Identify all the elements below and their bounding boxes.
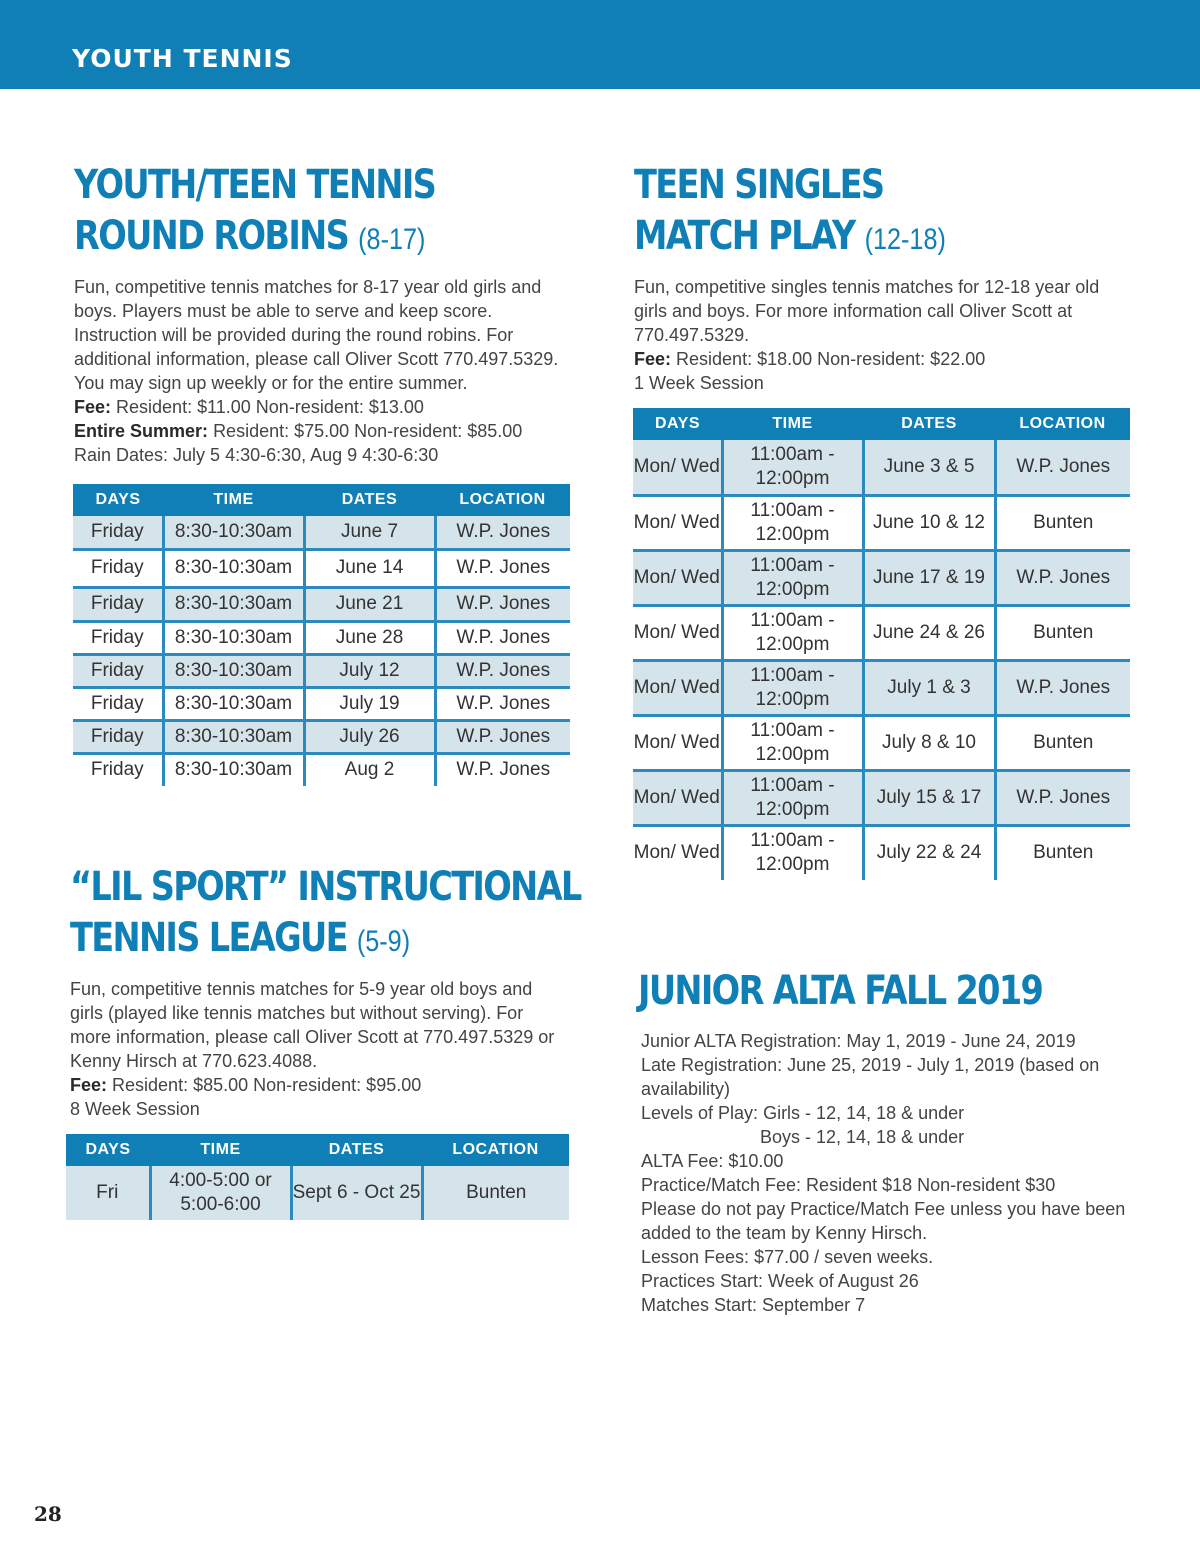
cell-location: W.P. Jones bbox=[995, 440, 1130, 495]
cell-location: W.P. Jones bbox=[435, 621, 570, 654]
page-banner bbox=[0, 0, 1200, 89]
table-row bbox=[633, 440, 1130, 495]
cell-location: W.P. Jones bbox=[435, 720, 570, 753]
match-play-title: TEEN SINGLES MATCH PLAY (12-18) bbox=[634, 162, 946, 259]
table-row bbox=[633, 495, 1130, 550]
cell-dates: July 19 bbox=[304, 687, 435, 720]
match-play-description: Fun, competitive singles tennis matches for 12-18 year old girls and boys. For more information call Oliver Scott at 770.497.5329. Fee: Resident: $18.00 Non-resident: $22.00 1 Week Session bbox=[634, 277, 1100, 393]
table-row bbox=[633, 715, 1130, 770]
junior-alta-section bbox=[638, 966, 1138, 1317]
cell-dates: July 26 bbox=[304, 720, 435, 753]
cell-days: Mon/ Wed bbox=[633, 495, 722, 550]
round-robins-title: YOUTH/TEEN TENNIS ROUND ROBINS (8-17) bbox=[74, 162, 436, 259]
cell-time: 8:30-10:30am bbox=[163, 587, 304, 621]
cell-dates: Aug 2 bbox=[304, 753, 435, 786]
cell-dates: June 17 & 19 bbox=[863, 550, 995, 605]
cell-time: 8:30-10:30am bbox=[163, 549, 304, 587]
cell-days: Mon/ Wed bbox=[633, 842, 720, 864]
cell-location: Bunten bbox=[995, 825, 1130, 880]
cell-dates: July 8 & 10 bbox=[863, 715, 995, 770]
header-days: DAYS bbox=[633, 408, 722, 440]
junior-alta-details: Junior ALTA Registration: May 1, 2019 - June 24, 2019 Late Registration: June 25, 2019 - July 1, 2019 (based on availability) Levels of Play: Girls - 12, 14, 18 & under Boys - 12, 14, 18 & under ALTA Fee: $10.00 Practice/Match Fee: Resident $18 Non-resident $30 Please do not pay Practice/Match Fee unless you have been added to the team by Kenny Hirsch. Lesson Fees: $77.00 / seven weeks. Practices Start: Week of August 26 Matches Start: September 7 bbox=[641, 1031, 1126, 1315]
header-location: LOCATION bbox=[435, 484, 570, 516]
cell-location: W.P. Jones bbox=[995, 550, 1130, 605]
cell-location: W.P. Jones bbox=[435, 753, 570, 786]
table-header-row bbox=[73, 484, 570, 516]
cell-time: 11:00am - 12:00pm bbox=[722, 495, 863, 550]
lil-sport-section bbox=[70, 862, 581, 1121]
cell-days: Mon/ Wed bbox=[633, 550, 722, 605]
cell-location: Bunten bbox=[995, 605, 1130, 660]
match-play-section bbox=[634, 160, 1114, 395]
cell-time: 11:00am - 12:00pm bbox=[722, 770, 863, 825]
cell-time: 8:30-10:30am bbox=[163, 687, 304, 720]
header-days: DAYS bbox=[66, 1134, 150, 1166]
cell-location: Bunten bbox=[422, 1166, 569, 1220]
header-location: LOCATION bbox=[422, 1134, 569, 1166]
lil-sport-title: “LIL SPORT” INSTRUCTIONAL TENNIS LEAGUE (5-9) bbox=[70, 864, 581, 961]
cell-days: Mon/ Wed bbox=[633, 715, 722, 770]
cell-time: 11:00am - 12:00pm bbox=[722, 715, 863, 770]
cell-dates: July 1 & 3 bbox=[863, 660, 995, 715]
header-dates: DATES bbox=[863, 408, 995, 440]
cell-time: 8:30-10:30am bbox=[163, 753, 304, 786]
round-robins-description: Fun, competitive tennis matches for 8-17 year old girls and boys. Players must be able to serve and keep score. Instruction will be provided during the round robins. For additional information, please call Oliver Scott 770.497.5329. You may sign up weekly or for the entire summer. Fee: Resident: $11.00 Non-resident: $13.00 Entire Summer: Resident: $75.00 Non-resident: $85.00 Rain Dates: July 5 4:30-6:30, Aug 9 4:30-6:30 bbox=[74, 277, 559, 465]
cell-location: W.P. Jones bbox=[435, 587, 570, 621]
table-row bbox=[73, 621, 570, 654]
table-header-row bbox=[66, 1134, 569, 1166]
table-row bbox=[73, 687, 570, 720]
cell-dates: June 14 bbox=[304, 549, 435, 587]
cell-days: Mon/ Wed bbox=[633, 660, 722, 715]
cell-location: Bunten bbox=[995, 495, 1130, 550]
cell-dates: July 15 & 17 bbox=[863, 770, 995, 825]
cell-location: W.P. Jones bbox=[435, 687, 570, 720]
cell-location: W.P. Jones bbox=[435, 549, 570, 587]
cell-dates: July 12 bbox=[304, 654, 435, 687]
cell-time: 8:30-10:30am bbox=[163, 654, 304, 687]
table-row bbox=[66, 1166, 569, 1220]
page-number: 28 bbox=[34, 1502, 62, 1526]
match-play-schedule-table bbox=[633, 408, 1130, 880]
cell-days: Friday bbox=[73, 587, 163, 621]
header-location: LOCATION bbox=[995, 408, 1130, 440]
cell-time: 11:00am - 12:00pm bbox=[722, 550, 863, 605]
cell-dates: June 24 & 26 bbox=[863, 605, 995, 660]
cell-days: Friday bbox=[90, 759, 144, 781]
header-time: TIME bbox=[722, 408, 863, 440]
header-days: DAYS bbox=[73, 484, 163, 516]
table-row bbox=[73, 654, 570, 687]
cell-dates: June 10 & 12 bbox=[863, 495, 995, 550]
table-row bbox=[633, 660, 1130, 715]
cell-time: 4:00-5:00 or 5:00-6:00 bbox=[150, 1166, 291, 1220]
cell-days: Friday bbox=[73, 516, 163, 549]
table-row bbox=[73, 753, 570, 786]
header-time: TIME bbox=[150, 1134, 291, 1166]
cell-time: 11:00am - 12:00pm bbox=[722, 605, 863, 660]
cell-days: Friday bbox=[73, 687, 163, 720]
cell-time: 8:30-10:30am bbox=[163, 621, 304, 654]
lil-sport-description: Fun, competitive tennis matches for 5-9 year old boys and girls (played like tennis matches but without serving). For more information, please call Oliver Scott at 770.497.5329 or Kenny Hirsch at 770.623.4088. Fee: Resident: $85.00 Non-resident: $95.00 8 Week Session bbox=[70, 979, 555, 1119]
table-row bbox=[73, 516, 570, 549]
cell-location: W.P. Jones bbox=[435, 654, 570, 687]
header-dates: DATES bbox=[291, 1134, 422, 1166]
table-row bbox=[73, 720, 570, 753]
cell-dates: Sept 6 - Oct 25 bbox=[291, 1166, 422, 1220]
cell-location: Bunten bbox=[995, 715, 1130, 770]
cell-dates: June 3 & 5 bbox=[863, 440, 995, 495]
cell-location: W.P. Jones bbox=[435, 516, 570, 549]
cell-days: Friday bbox=[73, 549, 163, 587]
banner-title: YOUTH TENNIS bbox=[72, 44, 293, 73]
junior-alta-title: JUNIOR ALTA FALL 2019 bbox=[638, 968, 1043, 1014]
cell-dates: July 22 & 24 bbox=[863, 825, 995, 880]
lil-sport-schedule-table bbox=[66, 1134, 569, 1220]
cell-days: Mon/ Wed bbox=[633, 605, 722, 660]
table-row bbox=[633, 550, 1130, 605]
round-robins-schedule-table bbox=[73, 484, 570, 786]
cell-time: 8:30-10:30am bbox=[163, 516, 304, 549]
cell-days: Friday bbox=[73, 654, 163, 687]
cell-dates: June 21 bbox=[304, 587, 435, 621]
cell-dates: June 28 bbox=[304, 621, 435, 654]
cell-dates: June 7 bbox=[304, 516, 435, 549]
cell-location: W.P. Jones bbox=[995, 770, 1130, 825]
header-time: TIME bbox=[163, 484, 304, 516]
cell-days: Friday bbox=[73, 621, 163, 654]
cell-time: 11:00am - 12:00pm bbox=[722, 660, 863, 715]
header-dates: DATES bbox=[304, 484, 435, 516]
cell-days: Mon/ Wed bbox=[633, 770, 722, 825]
cell-time: 11:00am - 12:00pm bbox=[722, 440, 863, 495]
cell-location: W.P. Jones bbox=[995, 660, 1130, 715]
cell-days: Mon/ Wed bbox=[633, 440, 722, 495]
table-row bbox=[633, 605, 1130, 660]
table-row bbox=[633, 770, 1130, 825]
table-row bbox=[73, 549, 570, 587]
cell-days: Friday bbox=[73, 720, 163, 753]
round-robins-section bbox=[74, 160, 564, 467]
table-row bbox=[633, 825, 1130, 880]
cell-days: Fri bbox=[66, 1166, 150, 1220]
cell-time: 11:00am - 12:00pm bbox=[722, 825, 863, 880]
table-header-row bbox=[633, 408, 1130, 440]
cell-time: 8:30-10:30am bbox=[163, 720, 304, 753]
table-row bbox=[73, 587, 570, 621]
